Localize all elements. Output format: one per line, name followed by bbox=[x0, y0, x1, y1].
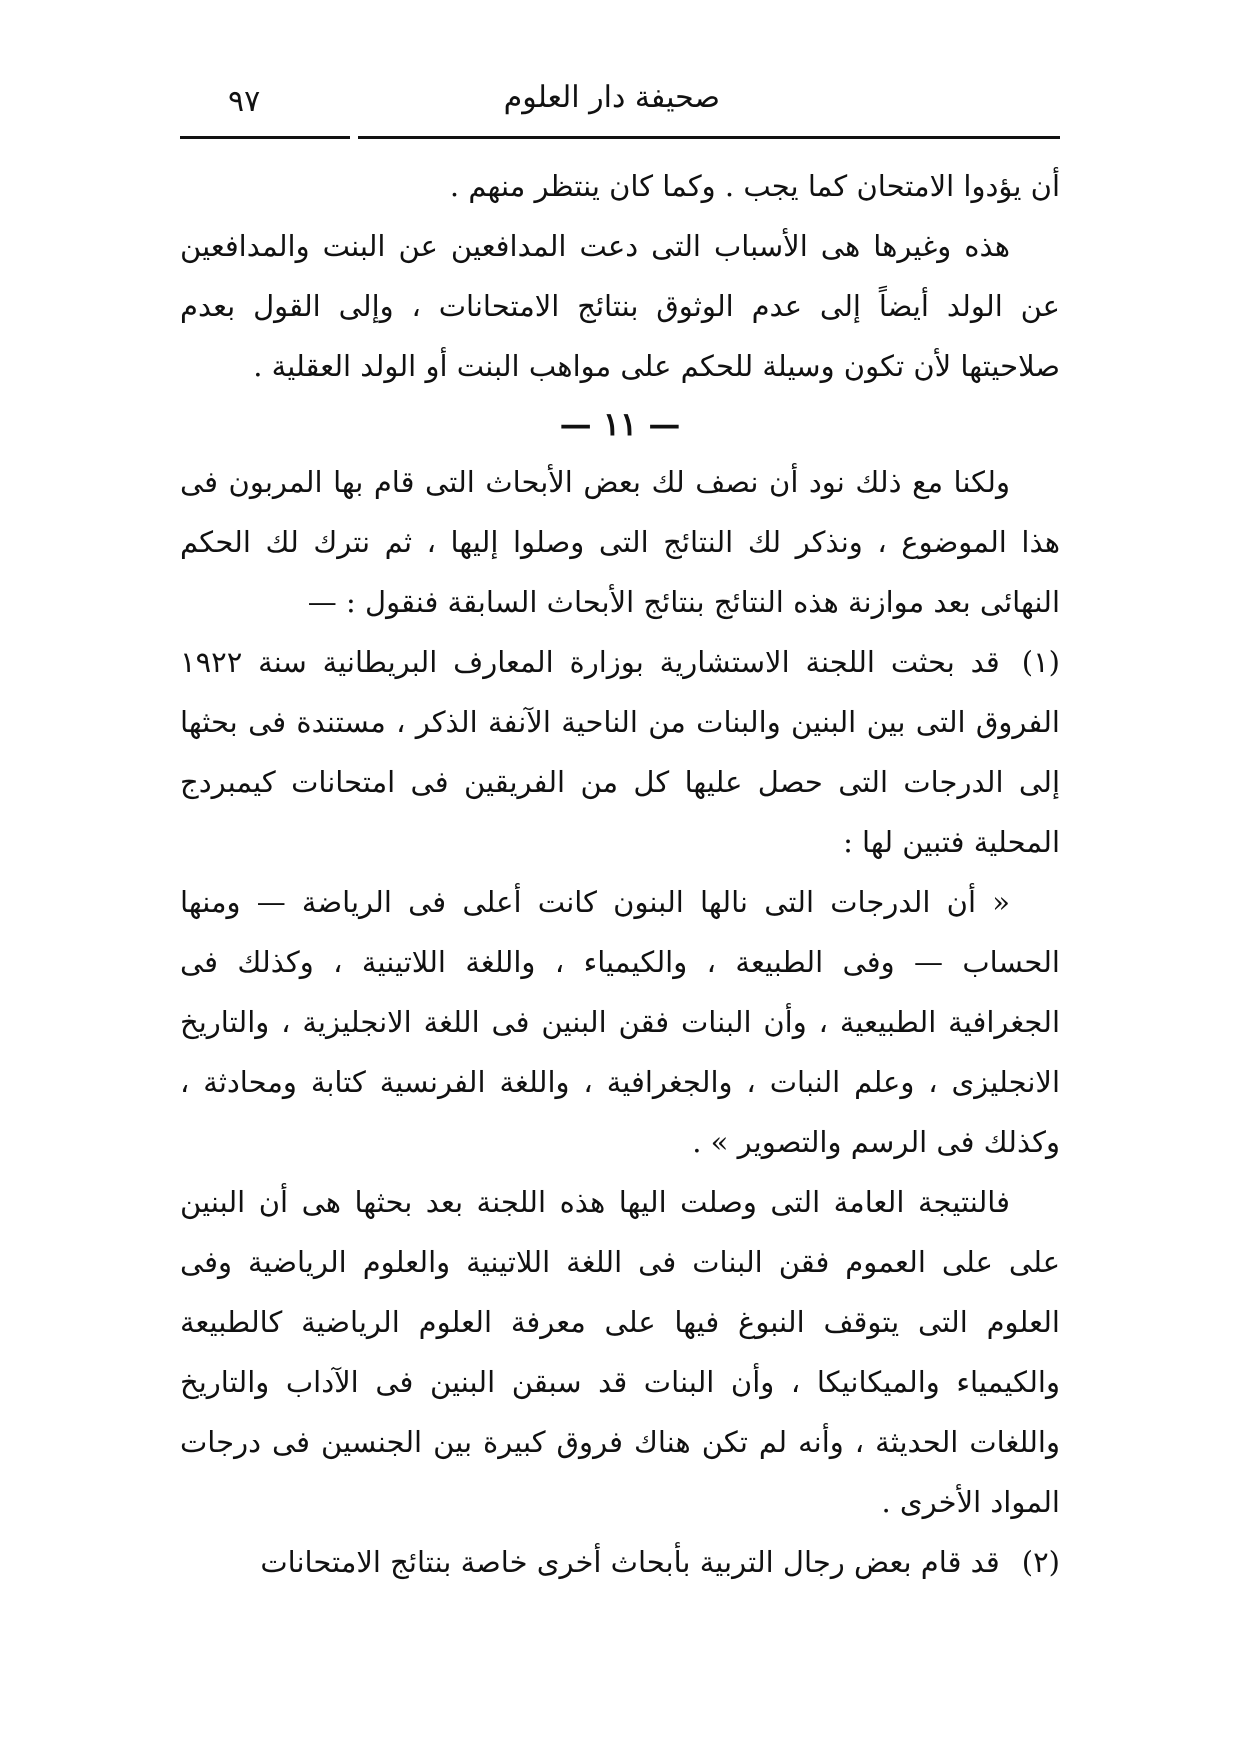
book-page bbox=[180, 70, 1060, 1720]
item-2 bbox=[180, 1532, 1060, 1592]
section-number: — ١١ — bbox=[559, 405, 681, 443]
header-rule-left bbox=[180, 136, 350, 139]
item-2-number: (٢) bbox=[1021, 1545, 1060, 1579]
item-1 bbox=[180, 632, 1060, 872]
item-1-number: (١) bbox=[1021, 645, 1060, 679]
page-number: ٩٧ bbox=[228, 84, 261, 119]
paragraph-3: ولكنا مع ذلك نود أن نصف لك بعض الأبحاث التى قام بها المربون فى هذا الموضوع ، ونذكر لك النتائج التى وصلوا إليها ، ثم نترك لك الحكم النهائى بعد موازنة هذه النتائج بنتائج الأبحاث السابقة فنقول : — bbox=[180, 465, 1060, 619]
item-1-text: قد بحثت اللجنة الاستشارية بوزارة المعارف البريطانية سنة ١٩٢٢ الفروق التى بين البنين والبنات من الناحية الآنفة الذكر ، مستندة فى بحثها إلى الدرجات التى حصل عليها كل من الفريقين فى امتحانات كيمبردج المحلية فتبين لها : bbox=[180, 645, 1060, 859]
header-rule-right bbox=[358, 136, 1060, 139]
paragraph-2: هذه وغيرها هى الأسباب التى دعت المدافعين عن البنت والمدافعين عن الولد أيضاً إلى عدم الوثوق بنتائج الامتحانات ، وإلى القول بعدم صلاحيتها لأن تكون وسيلة للحكم على مواهب البنت أو الولد العقلية . bbox=[180, 229, 1060, 383]
page-body bbox=[180, 156, 1060, 1592]
paragraph-conclusion: فالنتيجة العامة التى وصلت اليها هذه اللجنة بعد بحثها هى أن البنين على على العموم فقن البنات فى اللغة اللاتينية والعلوم الرياضية وفى العلوم التى يتوقف النبوغ فيها على معرفة العلوم الرياضية كالطبيعة والكيمياء والميكانيكا ، وأن البنات قد سبقن البنين فى الآداب والتاريخ واللغات الحديثة ، وأنه لم تكن هناك فروق كبيرة بين الجنسين فى درجات المواد الأخرى . bbox=[180, 1185, 1060, 1519]
paragraph-1: أن يؤدوا الامتحان كما يجب . وكما كان ينتظر منهم . bbox=[449, 169, 1060, 203]
item-2-text: قد قام بعض رجال التربية بأبحاث أخرى خاصة بنتائج الامتحانات bbox=[260, 1545, 1000, 1579]
page-header bbox=[180, 70, 1060, 134]
quotation: « أن الدرجات التى نالها البنون كانت أعلى فى الرياضة — ومنها الحساب — وفى الطبيعة ، والكيمياء ، واللغة اللاتينية ، وكذلك فى الجغرافية الطبيعية ، وأن البنات فقن البنين فى اللغة الانجليزية ، والتاريخ الانجليزى ، وعلم النبات ، والجغرافية ، واللغة الفرنسية كتابة ومحادثة ، وكذلك فى الرسم والتصوير » . bbox=[180, 885, 1060, 1159]
running-title: صحيفة دار العلوم bbox=[503, 80, 720, 115]
